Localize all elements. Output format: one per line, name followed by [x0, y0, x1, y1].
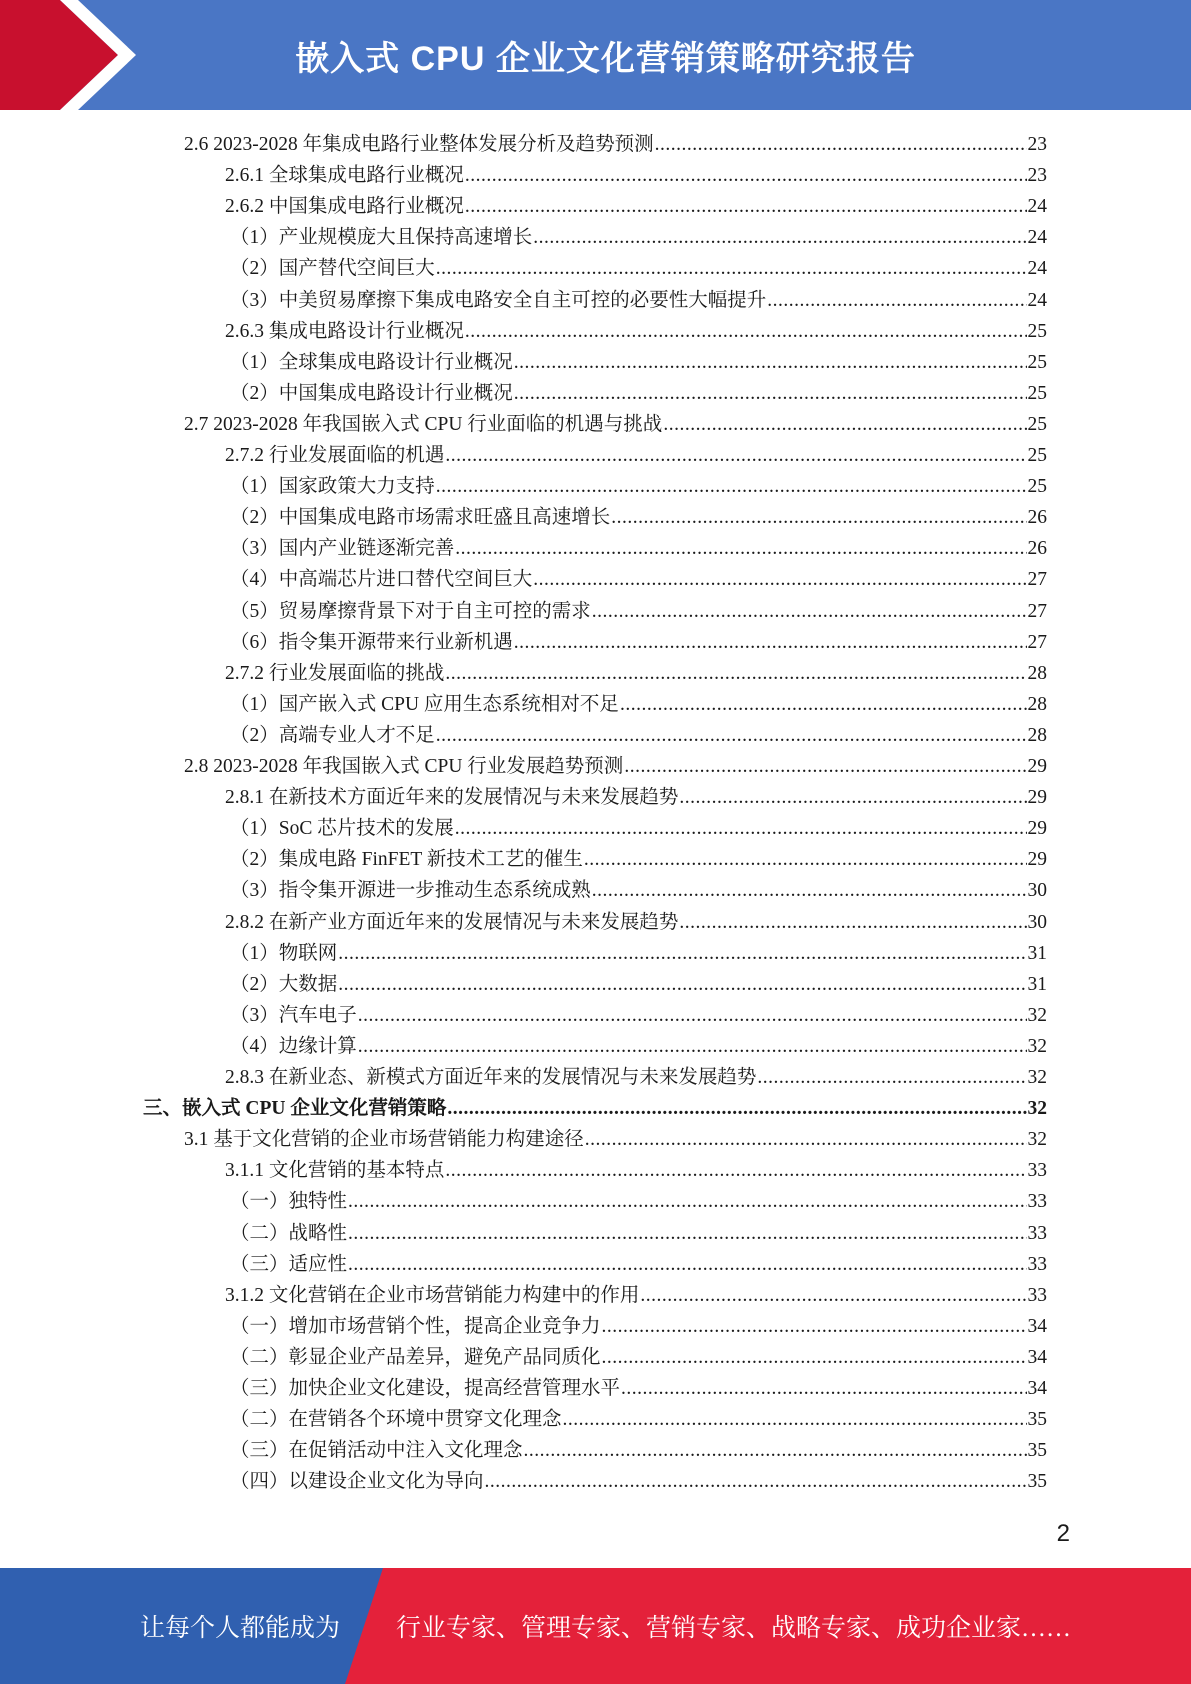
toc-entry-title: 3.1 基于文化营销的企业市场营销能力构建途径: [184, 1129, 584, 1151]
toc-leader-dots: [533, 226, 1026, 250]
toc-leader-dots: [348, 1190, 1026, 1214]
toc-entry[interactable]: [230, 1339, 1047, 1370]
toc-entry-page: 30: [1027, 911, 1047, 933]
toc-entry-title: 2.6.1 全球集成电路行业概况: [225, 165, 464, 187]
toc-entry-title: （1）物联网: [230, 942, 338, 964]
toc-entry[interactable]: [230, 1401, 1047, 1432]
toc-entry[interactable]: [230, 1183, 1047, 1214]
toc-leader-dots: [592, 600, 1027, 624]
page-number: 2: [1056, 1520, 1070, 1547]
toc-entry-title: （1）SoC 芯片技术的发展: [230, 818, 454, 840]
toc-entry-title: 2.6 2023-2028 年集成电路行业整体发展分析及趋势预测: [184, 134, 654, 155]
toc-entry[interactable]: [230, 1308, 1047, 1339]
toc-entry[interactable]: [230, 561, 1047, 592]
toc-leader-dots: [679, 911, 1026, 935]
toc-leader-dots: [514, 351, 1027, 375]
toc-entry-title: 2.8.2 在新产业方面近年来的发展情况与未来发展趋势: [225, 911, 679, 933]
toc-entry-title: （2）中国集成电路设计行业概况: [230, 382, 513, 404]
toc-entry[interactable]: [230, 282, 1047, 313]
toc-leader-dots: [663, 413, 1026, 437]
toc-entry-title: （1）产业规模庞大且保持高速增长: [230, 227, 533, 249]
toc-leader-dots: [757, 1066, 1026, 1090]
toc-entry-page: 33: [1027, 1284, 1047, 1306]
toc-entry-title: （1）全球集成电路设计行业概况: [230, 351, 513, 373]
toc-entry[interactable]: [230, 344, 1047, 375]
toc-entry-page: 28: [1027, 693, 1047, 715]
toc-entry-title: （1）国家政策大力支持: [230, 476, 435, 498]
toc-entry-page: 33: [1027, 1191, 1047, 1213]
toc-entry[interactable]: [225, 1152, 1047, 1183]
toc-entry-page: 34: [1027, 1315, 1047, 1337]
toc-entry-title: （四）以建设企业文化为导向: [230, 1471, 484, 1493]
toc-entry-page: 25: [1027, 413, 1047, 435]
toc-leader-dots: [602, 1346, 1027, 1370]
toc-entry-page: 32: [1027, 1098, 1047, 1120]
page-footer: [0, 1568, 1191, 1684]
toc-entry[interactable]: [230, 810, 1047, 841]
toc-leader-dots: [602, 1315, 1027, 1339]
toc-leader-dots: [445, 662, 1026, 686]
toc-entry-page: 31: [1027, 942, 1047, 964]
toc-leader-dots: [563, 1408, 1027, 1432]
toc-leader-dots: [621, 1377, 1026, 1401]
toc-entry-page: 34: [1027, 1346, 1047, 1368]
toc-entry-page: 25: [1027, 320, 1047, 342]
toc-entry[interactable]: [230, 530, 1047, 561]
toc-entry-page: 27: [1027, 569, 1047, 591]
toc-entry-title: 2.8.1 在新技术方面近年来的发展情况与未来发展趋势: [225, 787, 679, 809]
toc-entry-page: 23: [1027, 134, 1047, 155]
toc-entry-page: 29: [1027, 849, 1047, 871]
toc-entry[interactable]: [230, 717, 1047, 748]
toc-entry-title: （6）指令集开源带来行业新机遇: [230, 631, 513, 653]
toc-entry-title: （二）在营销各个环境中贯穿文化理念: [230, 1409, 562, 1431]
toc-entry[interactable]: [225, 779, 1047, 810]
toc-leader-dots: [338, 942, 1026, 966]
toc-leader-dots: [436, 475, 1027, 499]
toc-leader-dots: [655, 133, 1027, 157]
toc-entry-title: （1）国产嵌入式 CPU 应用生态系统相对不足: [230, 693, 619, 715]
toc-entry[interactable]: [230, 468, 1047, 499]
toc-entry-title: （三）适应性: [230, 1253, 348, 1275]
footer-slogan-left: 让每个人都能成为: [140, 1615, 341, 1642]
toc-entry[interactable]: [230, 624, 1047, 655]
toc-entry-title: （4）中高端芯片进口替代空间巨大: [230, 569, 533, 591]
toc-entry-title: 3.1.2 文化营销在企业市场营销能力构建中的作用: [225, 1284, 640, 1306]
toc-entry[interactable]: [230, 499, 1047, 530]
toc-entry-page: 33: [1027, 1253, 1047, 1275]
toc-entry-title: 2.7 2023-2028 年我国嵌入式 CPU 行业面临的机遇与挑战: [184, 413, 663, 435]
toc-entry-page: 25: [1027, 382, 1047, 404]
toc-entry-title: （一）增加市场营销个性，提高企业竞争力: [230, 1315, 601, 1337]
toc-entry-title: （三）加快企业文化建设，提高经营管理水平: [230, 1378, 621, 1399]
toc-leader-dots: [455, 817, 1027, 841]
toc-entry-title: 三、嵌入式 CPU 企业文化营销策略: [143, 1098, 447, 1120]
toc-leader-dots: [640, 1284, 1026, 1308]
toc-entry[interactable]: [230, 935, 1047, 966]
toc-leader-dots: [348, 1222, 1026, 1246]
footer-slogan-right: 行业专家、管理专家、营销专家、战略专家、成功企业家……: [396, 1615, 1072, 1642]
toc-entry[interactable]: [230, 219, 1047, 250]
toc-entry[interactable]: [225, 655, 1047, 686]
toc-leader-dots: [348, 1253, 1026, 1277]
toc-leader-dots: [533, 568, 1026, 592]
toc-entry[interactable]: [184, 1121, 1047, 1152]
header-arrow-decoration: [0, 0, 150, 110]
toc-entry-page: 32: [1027, 1035, 1047, 1057]
toc-leader-dots: [465, 164, 1027, 188]
toc-entry-title: （一）独特性: [230, 1191, 348, 1213]
toc-leader-dots: [455, 537, 1026, 561]
toc-leader-dots: [514, 382, 1027, 406]
toc-entry-page: 28: [1027, 724, 1047, 746]
toc-entry[interactable]: [230, 1432, 1047, 1463]
toc-entry[interactable]: [230, 375, 1047, 406]
toc-entry[interactable]: [230, 841, 1047, 872]
page-header: [0, 0, 1191, 110]
toc-entry-title: （2）高端专业人才不足: [230, 724, 435, 746]
toc-entry[interactable]: [225, 157, 1047, 188]
toc-leader-dots: [485, 1470, 1027, 1494]
toc-entry-page: 24: [1027, 258, 1047, 280]
toc-entry-title: （2）国产替代空间巨大: [230, 258, 435, 280]
toc-entry[interactable]: [230, 1028, 1047, 1059]
toc-entry-title: （三）在促销活动中注入文化理念: [230, 1440, 523, 1462]
toc-entry-title: 2.6.2 中国集成电路行业概况: [225, 196, 464, 218]
toc-entry-title: （3）指令集开源进一步推动生态系统成熟: [230, 880, 591, 902]
toc-entry-title: 2.7.2 行业发展面临的机遇: [225, 445, 445, 466]
toc-entry-page: 29: [1027, 818, 1047, 840]
toc-entry-title: （2）大数据: [230, 973, 338, 995]
toc-entry[interactable]: [225, 904, 1047, 935]
toc-entry-title: 2.8.3 在新业态、新模式方面近年来的发展情况与未来发展趋势: [225, 1067, 757, 1088]
toc-entry-page: 29: [1027, 756, 1047, 777]
toc-entry-page: 31: [1027, 973, 1047, 995]
toc-entry[interactable]: [230, 872, 1047, 903]
toc-entry[interactable]: [230, 966, 1047, 997]
toc-entry-title: （3）中美贸易摩擦下集成电路安全自主可控的必要性大幅提升: [230, 289, 767, 311]
toc-leader-dots: [611, 506, 1026, 530]
toc-leader-dots: [447, 1097, 1026, 1121]
toc-entry[interactable]: [225, 1277, 1047, 1308]
toc-entry[interactable]: [230, 1246, 1047, 1277]
toc-leader-dots: [445, 1159, 1026, 1183]
toc-entry-page: 33: [1027, 1160, 1047, 1182]
toc-entry-title: 2.6.3 集成电路设计行业概况: [225, 320, 464, 342]
toc-entry-page: 25: [1027, 351, 1047, 373]
toc-leader-dots: [584, 848, 1027, 872]
toc-entry[interactable]: [225, 1059, 1047, 1090]
toc-entry-page: 27: [1027, 631, 1047, 653]
toc-entry[interactable]: [230, 997, 1047, 1028]
toc-entry-page: 32: [1027, 1067, 1047, 1088]
toc-leader-dots: [436, 257, 1027, 281]
toc-entry-page: 25: [1027, 476, 1047, 498]
toc-entry-title: 3.1.1 文化营销的基本特点: [225, 1160, 445, 1182]
toc-leader-dots: [436, 724, 1027, 748]
toc-leader-dots: [624, 755, 1026, 779]
toc-entry-title: 2.7.2 行业发展面临的挑战: [225, 662, 445, 684]
toc-entry[interactable]: [230, 1215, 1047, 1246]
toc-entry-title: （二）彰显企业产品差异，避免产品同质化: [230, 1346, 601, 1368]
toc-entry-page: 35: [1027, 1471, 1047, 1493]
toc-leader-dots: [514, 631, 1027, 655]
toc-leader-dots: [524, 1439, 1027, 1463]
toc-leader-dots: [358, 1004, 1027, 1028]
document-title: 嵌入式 CPU 企业文化营销策略研究报告: [295, 39, 916, 78]
toc-entry[interactable]: [184, 748, 1047, 779]
toc-leader-dots: [338, 973, 1026, 997]
toc-entry-title: （3）汽车电子: [230, 1004, 357, 1026]
toc-entry-page: 24: [1027, 289, 1047, 311]
toc-entry-page: 26: [1027, 538, 1047, 560]
toc-leader-dots: [585, 1128, 1027, 1152]
toc-leader-dots: [465, 320, 1027, 344]
toc-leader-dots: [620, 693, 1027, 717]
toc-entry-page: 32: [1027, 1004, 1047, 1026]
toc-entry[interactable]: [230, 686, 1047, 717]
toc-entry-page: 23: [1027, 165, 1047, 187]
toc-entry-page: 24: [1027, 196, 1047, 218]
toc-entry-page: 32: [1027, 1129, 1047, 1151]
toc-entry-page: 28: [1027, 662, 1047, 684]
toc-leader-dots: [445, 444, 1026, 468]
toc-entry-page: 30: [1027, 880, 1047, 902]
toc-leader-dots: [767, 289, 1026, 313]
toc-entry[interactable]: [225, 313, 1047, 344]
toc-entry[interactable]: [184, 126, 1047, 157]
toc-entry-page: 24: [1027, 227, 1047, 249]
toc-entry[interactable]: [230, 593, 1047, 624]
toc-leader-dots: [358, 1035, 1027, 1059]
toc-entry-title: （2）中国集成电路市场需求旺盛且高速增长: [230, 507, 611, 529]
toc-entry-title: （二）战略性: [230, 1222, 348, 1244]
toc-leader-dots: [592, 879, 1027, 903]
toc-entry[interactable]: [225, 437, 1047, 468]
toc-entry-page: 35: [1027, 1409, 1047, 1431]
toc-entry-title: （4）边缘计算: [230, 1035, 357, 1057]
toc-leader-dots: [465, 195, 1027, 219]
toc-leader-dots: [679, 786, 1026, 810]
toc-entry[interactable]: [225, 188, 1047, 219]
toc-entry-title: （2）集成电路 FinFET 新技术工艺的催生: [230, 849, 583, 871]
toc-entry[interactable]: [184, 406, 1047, 437]
toc-entry-title: 2.8 2023-2028 年我国嵌入式 CPU 行业发展趋势预测: [184, 756, 624, 777]
toc-entry-title: （3）国内产业链逐渐完善: [230, 538, 455, 560]
toc-entry-page: 35: [1027, 1440, 1047, 1462]
toc-entry-page: 29: [1027, 787, 1047, 809]
toc-entry-page: 25: [1027, 445, 1047, 466]
toc-entry-title: （5）贸易摩擦背景下对于自主可控的需求: [230, 600, 591, 622]
toc-entry[interactable]: [143, 1090, 1047, 1121]
toc-entry-page: 33: [1027, 1222, 1047, 1244]
toc-entry-page: 34: [1027, 1378, 1047, 1399]
toc-entry-page: 26: [1027, 507, 1047, 529]
toc-entry[interactable]: [230, 1370, 1047, 1401]
toc-entry[interactable]: [230, 250, 1047, 281]
toc-entry-page: 27: [1027, 600, 1047, 622]
toc-entry[interactable]: [230, 1463, 1047, 1494]
